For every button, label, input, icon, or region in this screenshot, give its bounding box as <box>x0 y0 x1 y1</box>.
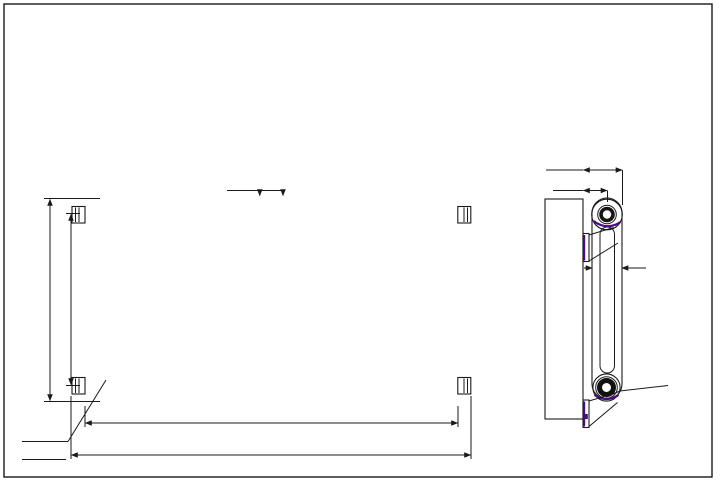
dim-height-inner <box>66 214 80 386</box>
tab-top-right <box>458 207 471 224</box>
side-column <box>592 198 622 399</box>
side-view <box>545 170 668 428</box>
front-view <box>22 191 471 460</box>
dim-sections-total <box>85 406 458 427</box>
brick-wall <box>545 199 583 419</box>
dim-width-overall <box>71 396 471 459</box>
frame-border <box>4 4 712 477</box>
dim-height-overall <box>44 199 100 402</box>
tab-top-left <box>72 207 85 224</box>
bottom-wall-bracket <box>583 397 618 428</box>
top-connection-boss <box>592 199 623 230</box>
tab-bottom-right <box>458 378 471 395</box>
dim-section-pitch <box>227 191 283 196</box>
block-flow-callout <box>22 380 106 460</box>
